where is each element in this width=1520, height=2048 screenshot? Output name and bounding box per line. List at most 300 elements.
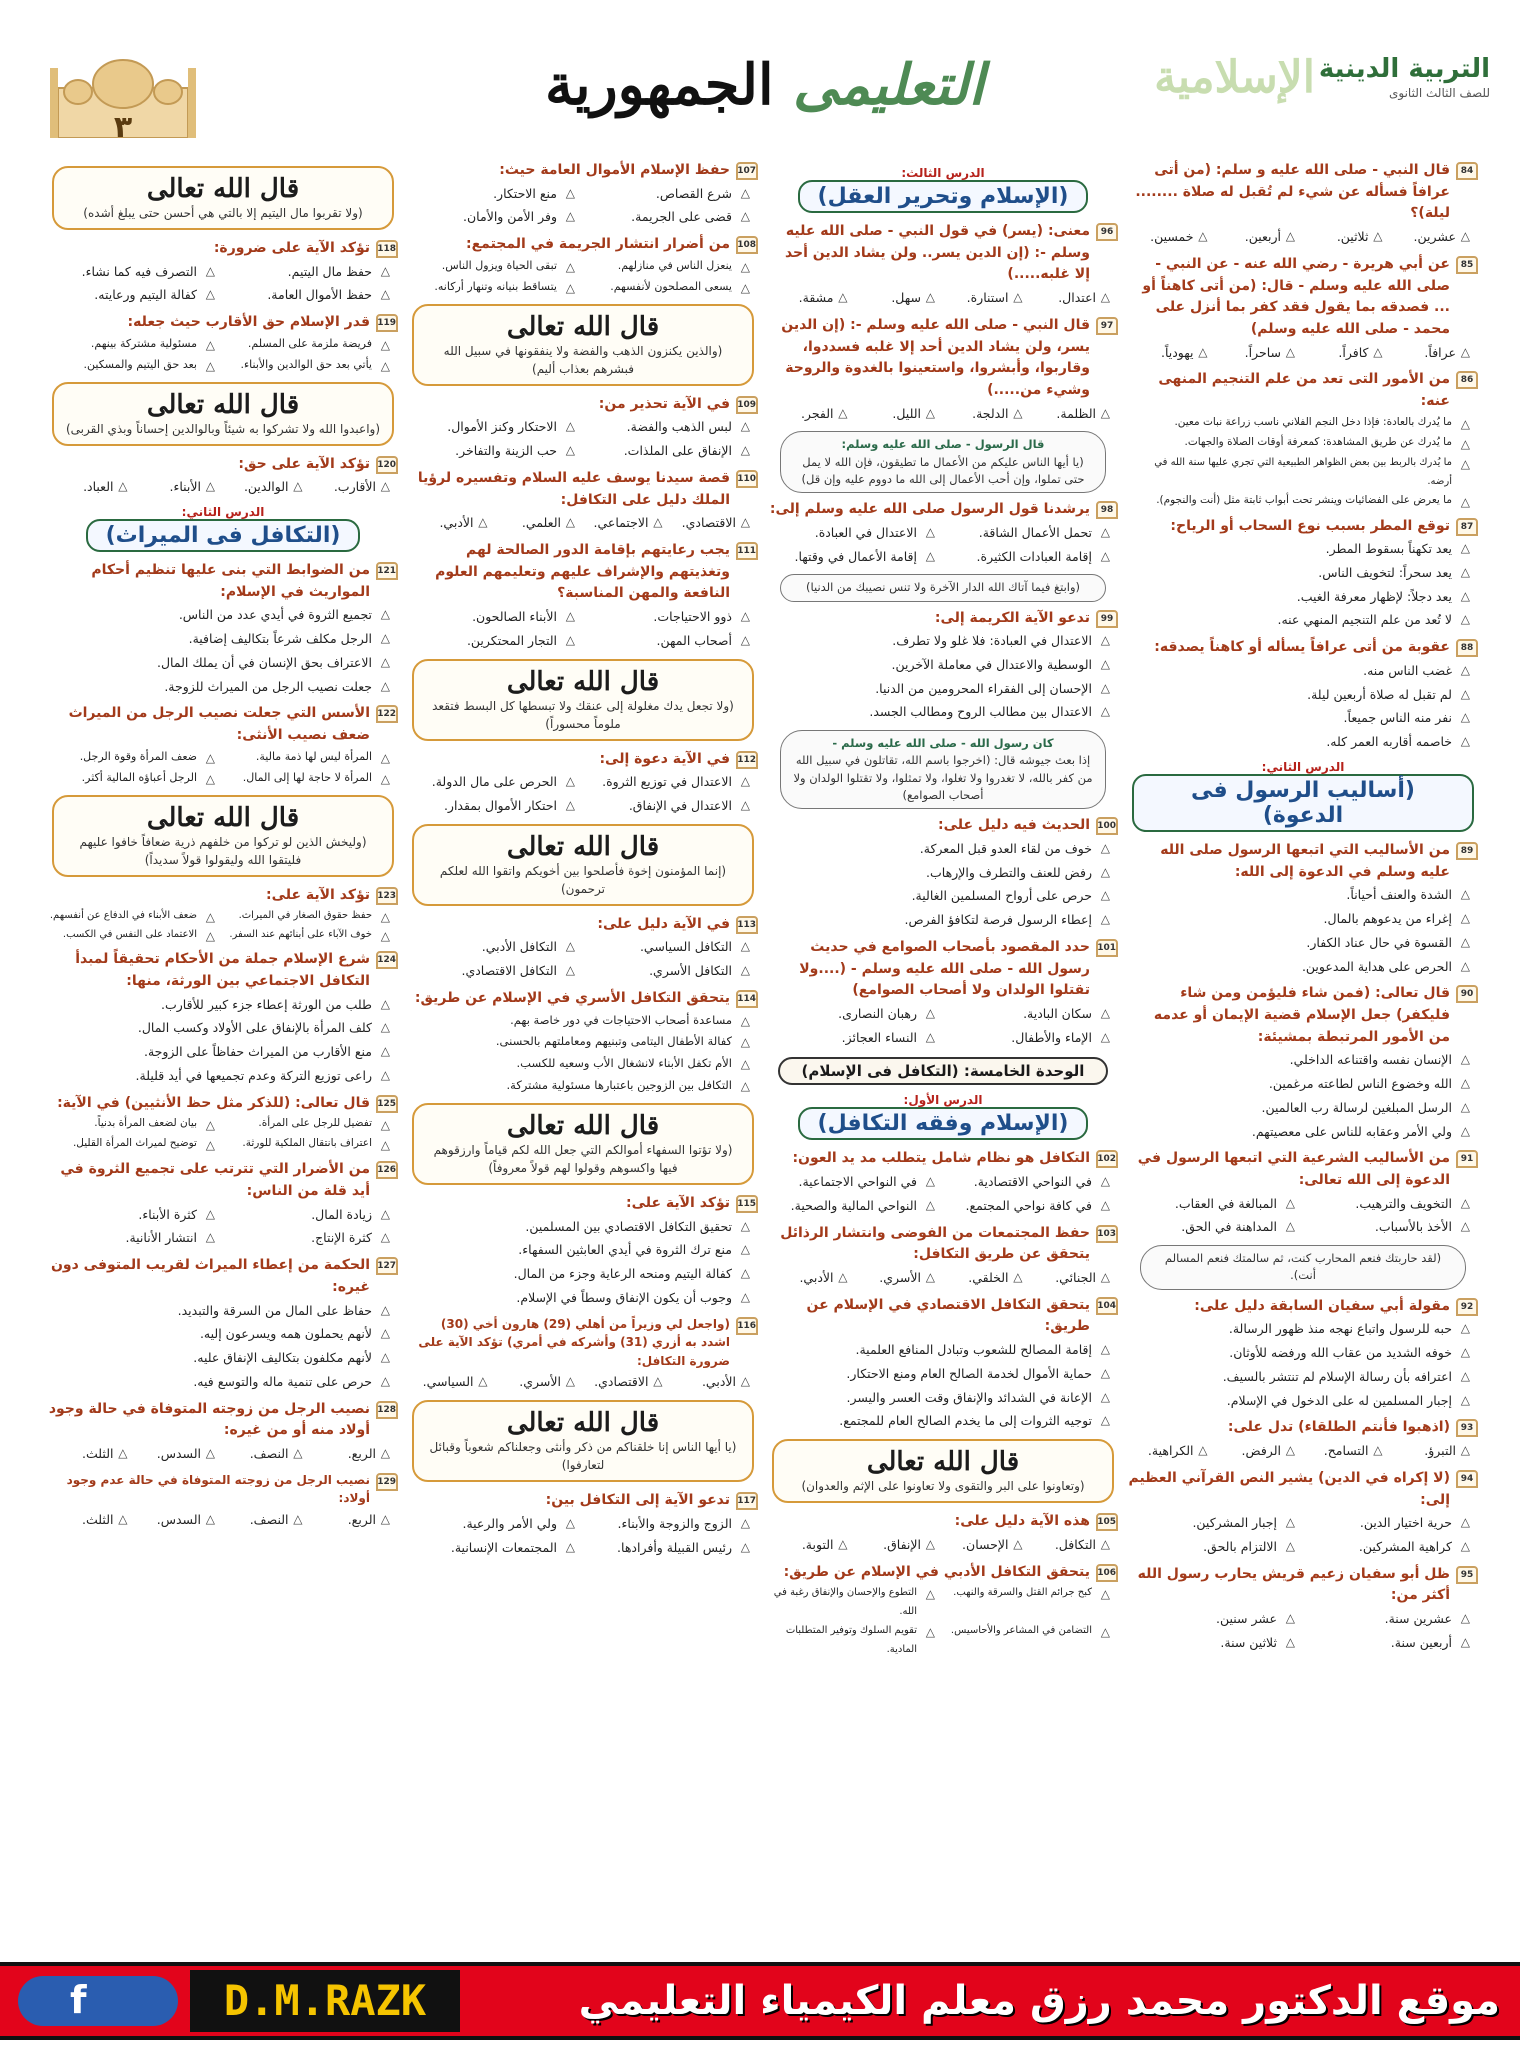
option[interactable]: △ الإنسان نفسه واقتناعه الداخلي. bbox=[1128, 1048, 1478, 1072]
question-101 bbox=[768, 937, 1118, 1050]
question-text: توقع المطر بسبب نوع السحاب أو الرياح: bbox=[1170, 517, 1450, 534]
quran-verse-box bbox=[412, 659, 754, 741]
option[interactable]: △ التكافل الأسري. bbox=[583, 959, 758, 983]
question-number-badge: 111 bbox=[736, 542, 758, 560]
lesson-title: (الإسلام وفقه التكافل) bbox=[798, 1107, 1089, 1140]
option[interactable]: △ ضعف المرأة وقوة الرجل. bbox=[48, 747, 223, 768]
option[interactable]: △ التكافل السياسي. bbox=[583, 935, 758, 959]
option[interactable]: △ التضامن في المشاعر والأحاسيس. bbox=[943, 1621, 1118, 1659]
option[interactable]: △ منع الأقارب من الميراث حفاظاً على الزوجة. bbox=[48, 1040, 398, 1064]
option[interactable]: △ وجوب أن يكون الإنفاق وسطاً في الإسلام. bbox=[408, 1286, 758, 1310]
question-number-badge: 120 bbox=[376, 456, 398, 474]
question-120 bbox=[48, 454, 398, 499]
option[interactable]: △ يعد تكهناً بسقوط المطر. bbox=[1128, 537, 1478, 561]
option[interactable]: △ يهودياً. bbox=[1128, 341, 1216, 365]
option[interactable]: △ وفر الأمن والأمان. bbox=[408, 205, 583, 229]
option[interactable]: △ مسئولية مشتركة بينهم. bbox=[48, 334, 223, 355]
option[interactable]: △ رفض للعنف والتطرف والإرهاب. bbox=[768, 861, 1118, 885]
option[interactable]: △ مشقة. bbox=[768, 286, 856, 310]
option[interactable]: △ الأم تكفل الأبناء لانشغال الأب وسعيه للكسب. bbox=[408, 1053, 758, 1075]
option[interactable]: △ سكان البادية. bbox=[943, 1002, 1118, 1026]
option[interactable]: △ الإعانة في الشدائد والإنفاق وقت العسر واليسر. bbox=[768, 1386, 1118, 1410]
option[interactable]: △ ثلاثين. bbox=[1303, 225, 1391, 249]
option[interactable]: △ راعى توزيع التركة وعدم تجميعها في أيد قليلة. bbox=[48, 1064, 398, 1088]
option[interactable]: △ في كافة نواحي المجتمع. bbox=[943, 1194, 1118, 1218]
option[interactable]: △ القسوة في حال عناد الكفار. bbox=[1128, 931, 1478, 955]
option[interactable]: △ يتساقط بنيانه وتنهار أركانه. bbox=[408, 277, 583, 298]
option[interactable]: △ الرجل أعباؤه المالية أكثر. bbox=[48, 768, 223, 789]
option[interactable]: △ سهل. bbox=[856, 286, 944, 310]
option[interactable]: △ لم تقبل له صلاة أربعين ليلة. bbox=[1128, 683, 1478, 707]
question-112 bbox=[408, 749, 758, 818]
option[interactable]: △ حرية اختيار الدين. bbox=[1303, 1511, 1478, 1535]
question-number-badge: 129 bbox=[376, 1473, 398, 1491]
option[interactable]: △ ذوو الاحتياجات. bbox=[583, 605, 758, 629]
option[interactable]: △ احتكار الأموال بمقدار. bbox=[408, 794, 583, 818]
quran-verse-box bbox=[772, 1439, 1114, 1503]
question-number-badge: 115 bbox=[736, 1195, 758, 1213]
question-text: تدعو الآية الكريمة إلى: bbox=[934, 609, 1090, 626]
qaal-allah-heading: قال الله تعالى bbox=[146, 389, 300, 420]
question-number-badge: 102 bbox=[1096, 1150, 1118, 1168]
question-text: هذه الآية دليل على: bbox=[954, 1513, 1090, 1530]
quran-verse-box bbox=[412, 304, 754, 386]
option[interactable]: △ الربع. bbox=[311, 1442, 399, 1466]
option[interactable]: △ أربعين. bbox=[1216, 225, 1304, 249]
verse-text: (ولا تقربوا مال اليتيم إلا بالتي هي أحسن حتى يبلغ أشده) bbox=[83, 206, 363, 220]
option[interactable]: △ الاعتراف بحق الإنسان في أن يملك المال. bbox=[48, 651, 398, 675]
option[interactable]: △ اعترافه بأن رسالة الإسلام لم تنتشر بالسيف. bbox=[1128, 1365, 1478, 1389]
option[interactable]: △ توضيح لميراث المرأة القليل. bbox=[48, 1134, 223, 1154]
option[interactable]: △ منع الاحتكار. bbox=[408, 182, 583, 206]
question-number-badge: 117 bbox=[736, 1492, 758, 1510]
verse-bubble: (وابتغ فيما آتاك الله الدار الآخرة ولا تنس نصيبك من الدنيا) bbox=[780, 574, 1106, 601]
option[interactable]: △ خوفه الشديد من عقاب الله ورفضه للأوثان. bbox=[1128, 1341, 1478, 1365]
option[interactable]: △ الله وخضوع الناس لطاعته مرغمين. bbox=[1128, 1072, 1478, 1096]
option[interactable]: △ إقامة الأعمال في وقتها. bbox=[768, 545, 943, 569]
option[interactable]: △ الاعتدال بين مطالب الروح ومطالب الجسد. bbox=[768, 700, 1118, 724]
option[interactable]: △ التصرف فيه كما نشاء. bbox=[48, 260, 223, 284]
option[interactable]: △ ولي الأمر وعقابه للناس على معصيتهم. bbox=[1128, 1120, 1478, 1144]
option[interactable]: △ خمسين. bbox=[1128, 225, 1216, 249]
option[interactable]: △ أصحاب المهن. bbox=[583, 629, 758, 653]
question-text: يرشدنا قول الرسول صلى الله عليه وسلم إلى: bbox=[769, 501, 1090, 518]
question-number-badge: 96 bbox=[1096, 223, 1118, 241]
question-100 bbox=[768, 815, 1118, 932]
question-95 bbox=[1128, 1564, 1478, 1655]
option[interactable]: △ خاصمه أقاربه العمر كله. bbox=[1128, 730, 1478, 754]
question-number-badge: 123 bbox=[376, 887, 398, 905]
option[interactable]: △ لأنهم مكلفون بتكاليف الإنفاق عليه. bbox=[48, 1346, 398, 1370]
question-number-badge: 98 bbox=[1096, 501, 1118, 519]
option[interactable]: △ عشرين سنة. bbox=[1303, 1607, 1478, 1631]
question-text: في الآية دليل على: bbox=[597, 915, 730, 932]
option[interactable]: △ بعد حق اليتيم والمسكين. bbox=[48, 355, 223, 376]
option[interactable]: △ ثلاثين سنة. bbox=[1128, 1631, 1303, 1655]
option[interactable]: △ التبرؤ. bbox=[1391, 1439, 1479, 1463]
question-text: يتحقق التكافل الاقتصادي في الإسلام عن طريق: bbox=[806, 1296, 1090, 1335]
option[interactable]: △ الرسل المبلغين لرسالة رب العالمين. bbox=[1128, 1096, 1478, 1120]
brand-b: التعليمى bbox=[793, 52, 985, 118]
option[interactable]: △ كراهية المشركين. bbox=[1303, 1535, 1478, 1559]
question-number-badge: 91 bbox=[1456, 1150, 1478, 1168]
option[interactable]: △ الإنفاق على الملذات. bbox=[583, 439, 758, 463]
option[interactable]: △ اعتراف بانتقال الملكية للورثة. bbox=[223, 1134, 398, 1154]
question-text: من الأساليب التي اتبعها الرسول صلى الله عليه وسلم في الدعوة إلى الله: bbox=[1160, 841, 1450, 880]
option[interactable]: △ الاقتصادي. bbox=[671, 511, 759, 535]
option[interactable]: △ تجميع الثروة في أيدي عدد من الناس. bbox=[48, 603, 398, 627]
question-text: قال تعالى: (فمن شاء فليؤمن ومن شاء فليكفر) جعل الإسلام قضية الإيمان أو عدمه من الأمور المرتبطة بمشيئة: bbox=[1153, 985, 1450, 1045]
option[interactable]: △ خوف الآباء على أبنائهم عند السفر. bbox=[223, 925, 398, 944]
option[interactable]: △ نفر منه الناس جميعاً. bbox=[1128, 706, 1478, 730]
option[interactable]: △ النواحي المالية والصحية. bbox=[768, 1194, 943, 1218]
option[interactable]: △ الأقارب. bbox=[311, 475, 399, 499]
question-number-badge: 126 bbox=[376, 1161, 398, 1179]
option[interactable]: △ كفالة الأطفال اليتامى وتبنيهم ومعاملتهم بالحسنى. bbox=[408, 1031, 758, 1053]
facebook-icon[interactable] bbox=[18, 1976, 178, 2026]
question-text: حفظ الإسلام الأموال العامة حيث: bbox=[499, 162, 730, 178]
option[interactable]: △ الثلث. bbox=[48, 1442, 136, 1466]
question-88 bbox=[1128, 637, 1478, 754]
question-text: يجب رعايتهم بإقامة الدور الصالحة لهم وتغذيتهم والإشراف عليهم وتعليمهم العلوم النافعة والمهن المناسبة؟ bbox=[435, 541, 730, 602]
question-102 bbox=[768, 1148, 1118, 1217]
option[interactable]: △ التكافل. bbox=[1031, 1533, 1119, 1557]
option[interactable]: △ الكراهية. bbox=[1128, 1439, 1216, 1463]
option[interactable]: △ المجتمعات الإنسانية. bbox=[408, 1536, 583, 1560]
main-content bbox=[48, 160, 1478, 1940]
question-text: عقوبة من أتى عرافاً يسأله أو كاهناً يصدقه: bbox=[1154, 639, 1450, 656]
question-number-badge: 116 bbox=[736, 1317, 758, 1335]
question-113 bbox=[408, 914, 758, 983]
option[interactable]: △ ما يعرض على الفضائيات وينشر تحت أبواب ثابتة مثل (أنت والنجوم). bbox=[1128, 491, 1478, 511]
option[interactable]: △ تفضيل للرجل على المرأة. bbox=[223, 1114, 398, 1134]
question-115 bbox=[408, 1193, 758, 1310]
question-93 bbox=[1128, 1417, 1478, 1462]
option[interactable]: △ التوبة. bbox=[768, 1533, 856, 1557]
question-number-badge: 105 bbox=[1096, 1513, 1118, 1531]
question-117 bbox=[408, 1490, 758, 1559]
question-107 bbox=[408, 160, 758, 229]
question-number-badge: 122 bbox=[376, 705, 398, 723]
option[interactable]: △ تقويم السلوك وتوفير المتطلبات المادية. bbox=[768, 1621, 943, 1659]
option[interactable]: △ ما يُدرك عن طريق المشاهدة: كمعرفة أوقات الصلاة والجهات. bbox=[1128, 433, 1478, 453]
option[interactable]: △ رئيس القبيلة وأفرادها. bbox=[583, 1536, 758, 1560]
question-number-badge: 109 bbox=[736, 396, 758, 414]
option[interactable]: △ تحقيق التكافل الاقتصادي بين المسلمين. bbox=[408, 1215, 758, 1239]
option[interactable]: △ شرع القصاص. bbox=[583, 182, 758, 206]
option[interactable]: △ الفجر. bbox=[768, 402, 856, 426]
option[interactable]: △ جعلت نصيب الرجل من الميراث للزوجة. bbox=[48, 675, 398, 699]
option[interactable]: △ الظلمة. bbox=[1031, 402, 1119, 426]
option[interactable]: △ كثرة الإنتاج. bbox=[223, 1226, 398, 1250]
option[interactable]: △ عشرين. bbox=[1391, 225, 1479, 249]
option[interactable]: △ لا تُعد من علم التنجيم المنهي عنه. bbox=[1128, 608, 1478, 632]
question-84 bbox=[1128, 160, 1478, 249]
option[interactable]: △ الإحسان إلى الفقراء المحرومين من الدنيا. bbox=[768, 677, 1118, 701]
question-text: من الأضرار التي تترتب على تجميع الثروة في أيد قلة من الناس: bbox=[60, 1161, 370, 1199]
question-92 bbox=[1128, 1296, 1478, 1413]
option[interactable]: △ قضى على الجريمة. bbox=[583, 205, 758, 229]
question-number-badge: 88 bbox=[1456, 639, 1478, 657]
option[interactable]: △ الثلث. bbox=[48, 1508, 136, 1532]
question-text: قصة سيدنا يوسف عليه السلام وتفسيره لرؤيا الملك دليل على التكافل: bbox=[417, 469, 730, 508]
option[interactable]: △ التكافل بين الزوجين باعتبارها مسئولية مشتركة. bbox=[408, 1075, 758, 1097]
option[interactable]: △ العباد. bbox=[48, 475, 136, 499]
option[interactable]: △ النساء العجائز. bbox=[768, 1026, 943, 1050]
option[interactable]: △ الاجتماعي. bbox=[583, 511, 671, 535]
option[interactable]: △ زيادة المال. bbox=[223, 1203, 398, 1227]
option[interactable]: △ الحرص على هداية المدعوين. bbox=[1128, 955, 1478, 979]
verse-text: (وليخش الذين لو تركوا من خلفهم ذرية ضعافاً خافوا عليهم فليتقوا الله وليقولوا قولاً سديداً) bbox=[79, 834, 367, 867]
question-126 bbox=[48, 1159, 398, 1250]
option[interactable]: △ اعتدال. bbox=[1031, 286, 1119, 310]
option[interactable]: △ ينعزل الناس في منازلهم. bbox=[583, 256, 758, 277]
question-text: قال النبي - صلى الله عليه و سلم: (من أتى عرافاً فسأله عن شيء لم تُقبل له صلاة ........ ليلة)؟ bbox=[1135, 162, 1450, 222]
option[interactable]: △ الأدبي. bbox=[408, 511, 496, 535]
question-number-badge: 93 bbox=[1456, 1419, 1478, 1437]
option[interactable]: △ الإماء والأطفال. bbox=[943, 1026, 1118, 1050]
option[interactable]: △ منع ترك الثروة في أيدي العابثين السفهاء. bbox=[408, 1238, 758, 1262]
option[interactable]: △ تحمل الأعمال الشاقة. bbox=[943, 521, 1118, 545]
option[interactable]: △ الدلجة. bbox=[943, 402, 1031, 426]
question-text: تؤكد الآية على: bbox=[265, 886, 370, 903]
option[interactable]: △ الاعتماد على النفس في الكسب. bbox=[48, 925, 223, 944]
question-text: الحكمة من إعطاء الميراث لقريب المتوفى دون غيره: bbox=[50, 1257, 370, 1295]
question-number-badge: 113 bbox=[736, 916, 758, 934]
option[interactable]: △ يسعى المصلحون لأنفسهم. bbox=[583, 277, 758, 298]
option[interactable]: △ في النواحي الاجتماعية. bbox=[768, 1170, 943, 1194]
option[interactable]: △ النصف. bbox=[223, 1508, 311, 1532]
hadith-head: قال الرسول - صلى الله عليه وسلم: bbox=[841, 437, 1045, 452]
option[interactable]: △ لأنهم يحملون همه ويسرعون إليه. bbox=[48, 1322, 398, 1346]
hadith-text: (يا أيها الناس عليكم من الأعمال ما تطيقون، فإن الله لا يمل حتى تملوا، وإن أحب الأعمال إلى الله ما دووم عليه وإن قل) bbox=[801, 454, 1085, 486]
option[interactable]: △ الرفض. bbox=[1216, 1439, 1304, 1463]
option[interactable]: △ التكافل الأدبي. bbox=[408, 935, 583, 959]
option[interactable]: △ الأدبي. bbox=[768, 1266, 856, 1290]
option[interactable]: △ غضب الناس منه. bbox=[1128, 659, 1478, 683]
option[interactable]: △ ضعف الأبناء في الدفاع عن أنفسهم. bbox=[48, 906, 223, 925]
question-text: قال النبي - صلى الله عليه وسلم -: (إن الدين يسر، ولن يشاد الدين أحد إلا غلبه فسددوا، وقاربوا، وأبشروا، واستعينوا بالغدوة والروحة وشيء من.....) bbox=[781, 316, 1090, 398]
question-110 bbox=[408, 468, 758, 535]
option[interactable]: △ كفالة اليتيم ورعايته. bbox=[48, 283, 223, 307]
option[interactable]: △ يعد دجلاً: لإظهار معرفة الغيب. bbox=[1128, 585, 1478, 609]
option[interactable]: △ الاعتدال في العبادة: فلا غلو ولا تطرف. bbox=[768, 629, 1118, 653]
option[interactable]: △ الأسري. bbox=[496, 1370, 584, 1394]
qaal-allah-heading: قال الله تعالى bbox=[506, 666, 660, 697]
option[interactable]: △ رهبان النصارى. bbox=[768, 1002, 943, 1026]
option[interactable]: △ المداهنة في الحق. bbox=[1128, 1215, 1303, 1239]
option[interactable]: △ إجبار المسلمين له على الدخول في الإسلام. bbox=[1128, 1389, 1478, 1413]
question-text: حدد المقصود بأصحاب الصوامع في حديث رسول الله - صلى الله عليه وسلم - (....ولا تقتلوا الولدان ولا أصحاب الصوامع) bbox=[799, 938, 1090, 999]
question-number-badge: 101 bbox=[1096, 939, 1118, 957]
verse-text: (واعبدوا الله ولا تشركوا به شيئاً وبالوالدين إحساناً وبذي القربى) bbox=[65, 421, 381, 436]
quran-verse-box bbox=[412, 1400, 754, 1482]
option[interactable]: △ الاقتصادي. bbox=[583, 1370, 671, 1394]
option[interactable]: △ التسامح. bbox=[1303, 1439, 1391, 1463]
option[interactable]: △ الأبناء الصالحون. bbox=[408, 605, 583, 629]
question-87 bbox=[1128, 516, 1478, 633]
option[interactable]: △ حب الزينة والتفاخر. bbox=[408, 439, 583, 463]
question-number-badge: 84 bbox=[1456, 162, 1478, 180]
option[interactable]: △ الزوج والزوجة والأبناء. bbox=[583, 1512, 758, 1536]
question-number-badge: 103 bbox=[1096, 1225, 1118, 1243]
brand-logo: D.M.RAZK bbox=[190, 1970, 460, 2032]
question-text: تدعو الآية إلى التكافل بين: bbox=[545, 1492, 730, 1509]
question-number-badge: 124 bbox=[376, 951, 398, 969]
option[interactable]: △ لبس الذهب والفضة. bbox=[583, 415, 758, 439]
verse-text: (ولا تجعل يدك مغلولة إلى عنقك ولا تبسطها كل البسط فتقعد ملوماً محسوراً) bbox=[432, 698, 734, 731]
question-124 bbox=[48, 949, 398, 1087]
qaal-allah-heading: قال الله تعالى bbox=[506, 1110, 660, 1141]
option[interactable]: △ حفظ مال اليتيم. bbox=[223, 260, 398, 284]
option[interactable]: △ السياسي. bbox=[408, 1370, 496, 1394]
question-114 bbox=[408, 988, 758, 1097]
option[interactable]: △ الجنائي. bbox=[1031, 1266, 1119, 1290]
option[interactable]: △ إقامة العبادات الكثيرة. bbox=[943, 545, 1118, 569]
option[interactable]: △ يأتي بعد حق الوالدين والأبناء. bbox=[223, 355, 398, 376]
question-text: الأسس التي جعلت نصيب الرجل من الميراث ضعف نصيب الأنثى: bbox=[68, 705, 370, 744]
option[interactable]: △ الإنفاق. bbox=[856, 1533, 944, 1557]
question-104 bbox=[768, 1295, 1118, 1433]
option[interactable]: △ الليل. bbox=[856, 402, 944, 426]
qaal-allah-heading: قال الله تعالى bbox=[146, 174, 300, 204]
question-number-badge: 95 bbox=[1456, 1566, 1478, 1584]
qaal-allah-heading: قال الله تعالى bbox=[146, 802, 300, 833]
option[interactable]: △ المرأة ليس لها ذمة مالية. bbox=[223, 747, 398, 768]
question-number-badge: 110 bbox=[736, 470, 758, 488]
question-text: عن أبي هريرة - رضي الله عنه - عن النبي - صلى الله عليه وسلم - قال: (من أتى كاهناً أو ... فصدقه بما يقول فقد كفر بما أنزل على محمد - صلى الله عليه وسلم) bbox=[1142, 255, 1450, 337]
question-text: قال تعالى: (للذكر مثل حظ الأنثيين) في الآية: bbox=[57, 1094, 370, 1111]
option[interactable]: △ ما يُدرك بالربط بين بعض الظواهر الطبيعية التي تجري عليها سنة الله في أرضه. bbox=[1128, 453, 1478, 491]
option[interactable]: △ الوسطية والاعتدال في معاملة الآخرين. bbox=[768, 653, 1118, 677]
option[interactable]: △ التخويف والترهيب. bbox=[1303, 1192, 1478, 1216]
lesson-heading bbox=[52, 505, 394, 552]
option[interactable]: △ السدس. bbox=[136, 1442, 224, 1466]
option[interactable]: △ ما يُدرك بالعادة: فإذا دخل النجم الفلاني ناسب زراعة نبات معين. bbox=[1128, 413, 1478, 433]
question-number-badge: 85 bbox=[1456, 256, 1478, 274]
option[interactable]: △ الإحسان. bbox=[943, 1533, 1031, 1557]
option[interactable]: △ التطوع والإحسان والإنفاق رغبة في الله. bbox=[768, 1583, 943, 1621]
option[interactable]: △ التجار المحتكرين. bbox=[408, 629, 583, 653]
option[interactable]: △ الأسري. bbox=[856, 1266, 944, 1290]
option[interactable]: △ يعد سحراً: لتخويف الناس. bbox=[1128, 561, 1478, 585]
option[interactable]: △ العلمي. bbox=[496, 511, 584, 535]
option[interactable]: △ فريضة ملزمة على المسلم. bbox=[223, 334, 398, 355]
option[interactable]: △ الاعتدال في العبادة. bbox=[768, 521, 943, 545]
question-number-badge: 89 bbox=[1456, 842, 1478, 860]
option[interactable]: △ حرص على أرواح المسلمين الغالية. bbox=[768, 884, 1118, 908]
option[interactable]: △ المبالغة في العقاب. bbox=[1128, 1192, 1303, 1216]
option[interactable]: △ التكافل الاقتصادي. bbox=[408, 959, 583, 983]
option[interactable]: △ حبه للرسول واتباع نهجه منذ ظهور الرسالة. bbox=[1128, 1317, 1478, 1341]
option[interactable]: △ إغراء من يدعوهم بالمال. bbox=[1128, 907, 1478, 931]
option[interactable]: △ النصف. bbox=[223, 1442, 311, 1466]
subject-title: التربية الدينية bbox=[1318, 54, 1490, 84]
option[interactable]: △ في النواحي الاقتصادية. bbox=[943, 1170, 1118, 1194]
option[interactable]: △ بيان لضعف المرأة بدنياً. bbox=[48, 1114, 223, 1134]
question-number-badge: 106 bbox=[1096, 1564, 1118, 1582]
option[interactable]: △ كلف المرأة بالإنفاق على الأولاد وكسب المال. bbox=[48, 1016, 398, 1040]
column-1 bbox=[1128, 160, 1478, 1940]
question-number-badge: 97 bbox=[1096, 317, 1118, 335]
lesson-heading bbox=[772, 1093, 1114, 1140]
verse-text: (يا أيها الناس إنا خلقناكم من ذكر وأنثى وجعلناكم شعوباً وقبائل لتعارفوا) bbox=[429, 1440, 737, 1473]
option[interactable]: △ حماية الأموال لخدمة الصالح العام ومنع الاحتكار. bbox=[768, 1362, 1118, 1386]
option[interactable]: △ خوف من لقاء العدو قبل المعركة. bbox=[768, 837, 1118, 861]
option[interactable]: △ إقامة المصالح للشعوب وتبادل المنافع العلمية. bbox=[768, 1338, 1118, 1362]
option[interactable]: △ ساحراً. bbox=[1216, 341, 1304, 365]
option[interactable]: △ الاعتدال في توزيع الثروة. bbox=[583, 770, 758, 794]
option[interactable]: △ إجبار المشركين. bbox=[1128, 1511, 1303, 1535]
islamic-calligraphy: الإسلامية bbox=[1154, 52, 1315, 103]
page-number: ٣ bbox=[113, 110, 133, 145]
option[interactable]: △ كبح جرائم القتل والسرقة والنهب. bbox=[943, 1583, 1118, 1621]
question-text: من الأساليب الشرعية التي اتبعها الرسول في الدعوة إلى الله تعالى: bbox=[1137, 1150, 1450, 1188]
option[interactable]: △ حفظ الأموال العامة. bbox=[223, 283, 398, 307]
option[interactable]: △ الأخذ بالأسباب. bbox=[1303, 1215, 1478, 1239]
option[interactable]: △ عشر سنين. bbox=[1128, 1607, 1303, 1631]
lesson-tag: الدرس الثاني: bbox=[181, 505, 265, 520]
option[interactable]: △ أربعين سنة. bbox=[1303, 1631, 1478, 1655]
option[interactable]: △ الوالدين. bbox=[223, 475, 311, 499]
page-header bbox=[0, 0, 1520, 160]
option[interactable]: △ الحرص على مال الدولة. bbox=[408, 770, 583, 794]
option[interactable]: △ الاعتدال في الإنفاق. bbox=[583, 794, 758, 818]
question-122 bbox=[48, 703, 398, 788]
option[interactable]: △ الربع. bbox=[311, 1508, 399, 1532]
option[interactable]: △ حفظ حقوق الصغار في الميراث. bbox=[223, 906, 398, 925]
option[interactable]: △ الالتزام بالحق. bbox=[1128, 1535, 1303, 1559]
question-108 bbox=[408, 234, 758, 297]
question-number-badge: 112 bbox=[736, 751, 758, 769]
site-banner[interactable] bbox=[0, 1962, 1520, 2040]
question-106 bbox=[768, 1562, 1118, 1660]
option[interactable]: △ كفالة اليتيم ومنحه الرعاية وجزء من المال. bbox=[408, 1262, 758, 1286]
option[interactable]: △ ولي الأمر والرعية. bbox=[408, 1512, 583, 1536]
question-text: نصيب الرجل من زوجته المتوفاة في حالة وجود أولاد منه أو من غيره: bbox=[48, 1400, 370, 1439]
option[interactable]: △ كثرة الأبناء. bbox=[48, 1203, 223, 1227]
option[interactable]: △ تبقى الحياة ويزول الناس. bbox=[408, 256, 583, 277]
option[interactable]: △ الشدة والعنف أحياناً. bbox=[1128, 883, 1478, 907]
option[interactable]: △ الخلقي. bbox=[943, 1266, 1031, 1290]
option[interactable]: △ عرافاً. bbox=[1391, 341, 1479, 365]
option[interactable]: △ حرص على تنمية ماله والتوسع فيه. bbox=[48, 1370, 398, 1394]
question-111 bbox=[408, 540, 758, 653]
question-number-badge: 86 bbox=[1456, 371, 1478, 389]
option[interactable]: △ الاحتكار وكنز الأموال. bbox=[408, 415, 583, 439]
question-text: في الآية دعوة إلى: bbox=[599, 750, 730, 767]
option[interactable]: △ الأدبي. bbox=[671, 1370, 759, 1394]
option[interactable]: △ الرجل مكلف شرعاً بتكاليف إضافية. bbox=[48, 627, 398, 651]
option[interactable]: △ استنارة. bbox=[943, 286, 1031, 310]
option[interactable]: △ إعطاء الرسول فرصة لتكافؤ الفرص. bbox=[768, 908, 1118, 932]
lesson-tag: الدرس الثاني: bbox=[1261, 759, 1345, 774]
mosque-page-badge bbox=[48, 48, 198, 145]
question-number-badge: 107 bbox=[736, 162, 758, 180]
question-text: ظل أبو سفيان زعيم قريش يحارب رسول الله أكثر من: bbox=[1137, 1565, 1450, 1604]
verse-text: (وتعاونوا على البر والتقوى ولا تعاونوا على الإثم والعدوان) bbox=[801, 1479, 1085, 1494]
question-123 bbox=[48, 885, 398, 945]
option[interactable]: △ كافراً. bbox=[1303, 341, 1391, 365]
option[interactable]: △ حفاظ على المال من السرقة والتبديد. bbox=[48, 1299, 398, 1323]
option[interactable]: △ مساعدة أصحاب الاحتياجات في دور خاصة بهم. bbox=[408, 1010, 758, 1032]
option[interactable]: △ انتشار الأنانية. bbox=[48, 1226, 223, 1250]
option[interactable]: △ الأبناء. bbox=[136, 475, 224, 499]
option[interactable]: △ طلب من الورثة إعطاء جزء كبير للأقارب. bbox=[48, 993, 398, 1017]
option[interactable]: △ توجيه الثروات إلى ما يخدم الصالح العام للمجتمع. bbox=[768, 1409, 1118, 1433]
option[interactable]: △ السدس. bbox=[136, 1508, 224, 1532]
option[interactable]: △ المرأة لا حاجة لها إلى المال. bbox=[223, 768, 398, 789]
